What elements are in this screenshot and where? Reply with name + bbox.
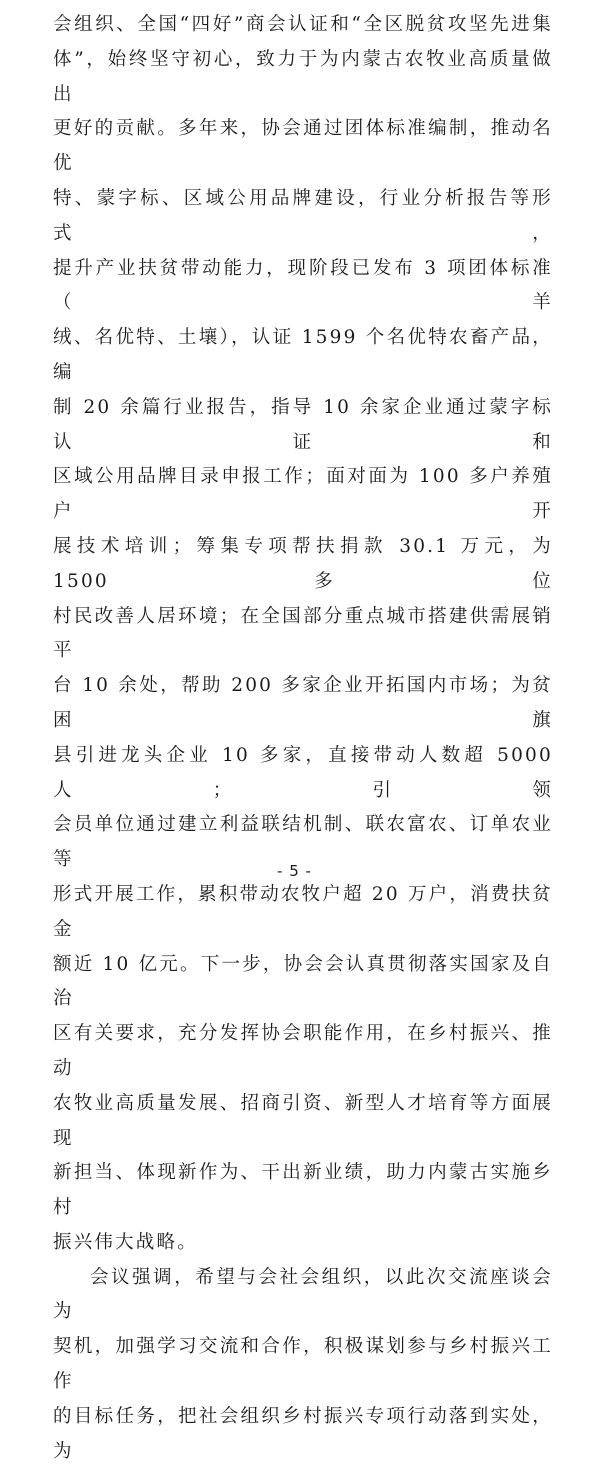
text-line: 体”，始终坚守初心，致力于为内蒙古农牧业高质量做出 [53, 48, 553, 105]
text-line: 农牧业高质量发展、招商引资、新型人才培育等方面展现 [53, 1092, 553, 1149]
text-line: 展技术培训；筹集专项帮扶捐款 30.1 万元，为 1500 多位 [53, 535, 553, 592]
text-line: 会议强调，希望与会社会组织，以此次交流座谈会为 [53, 1266, 553, 1323]
text-line: 形式开展工作，累积带动农牧户超 20 万户，消费扶贫金 [53, 883, 553, 940]
text-line: 会员单位通过建立利益联结机制、联农富农、订单农业等 [53, 814, 553, 871]
paragraph-2 [53, 1261, 553, 1469]
text-line: 县引进龙头企业 10 多家，直接带动人数超 5000 人；引领 [53, 744, 553, 801]
text-line: 区有关要求，充分发挥协会职能作用，在乡村振兴、推动 [53, 1023, 553, 1079]
page-number: - 5 - [277, 862, 312, 880]
text-line: 契机，加强学习交流和合作，积极谋划参与乡村振兴工作 [53, 1336, 553, 1393]
text-line: 额近 10 亿元。下一步，协会会认真贯彻落实国家及自治 [53, 953, 553, 1010]
text-line: 的目标任务，把社会组织乡村振兴专项行动落到实处，为 [53, 1405, 553, 1462]
text-line: 绒、名优特、土壤），认证 1599 个名优特农畜产品，编 [53, 327, 553, 383]
text-line: 制 20 余篇行业报告，指导 10 余家企业通过蒙字标认证和 [53, 396, 553, 453]
text-line: 提升产业扶贫带动能力，现阶段已发布 3 项团体标准（羊 [53, 257, 553, 314]
text-line: 振兴伟大战略。 [53, 1231, 198, 1253]
body-text [53, 8, 553, 1469]
text-line: 会组织、全国“四好”商会认证和“全区脱贫攻坚先进集 [53, 14, 553, 35]
text-line: 特、蒙字标、区域公用品牌建设，行业分析报告等形式， [53, 187, 553, 244]
paragraph-1 [53, 8, 553, 1261]
text-line: 新担当、体现新作为、干出新业绩，助力内蒙古实施乡村 [53, 1162, 553, 1219]
text-line: 台 10 余处，帮助 200 多家企业开拓国内市场；为贫困旗 [53, 675, 553, 731]
text-line: 村民改善人居环境；在全国部分重点城市搭建供需展销平 [53, 605, 553, 662]
text-line: 更好的贡献。多年来，协会通过团体标准编制，推动名优 [53, 118, 553, 175]
text-line: 区域公用品牌目录申报工作；面对面为 100 多户养殖户开 [53, 466, 553, 523]
